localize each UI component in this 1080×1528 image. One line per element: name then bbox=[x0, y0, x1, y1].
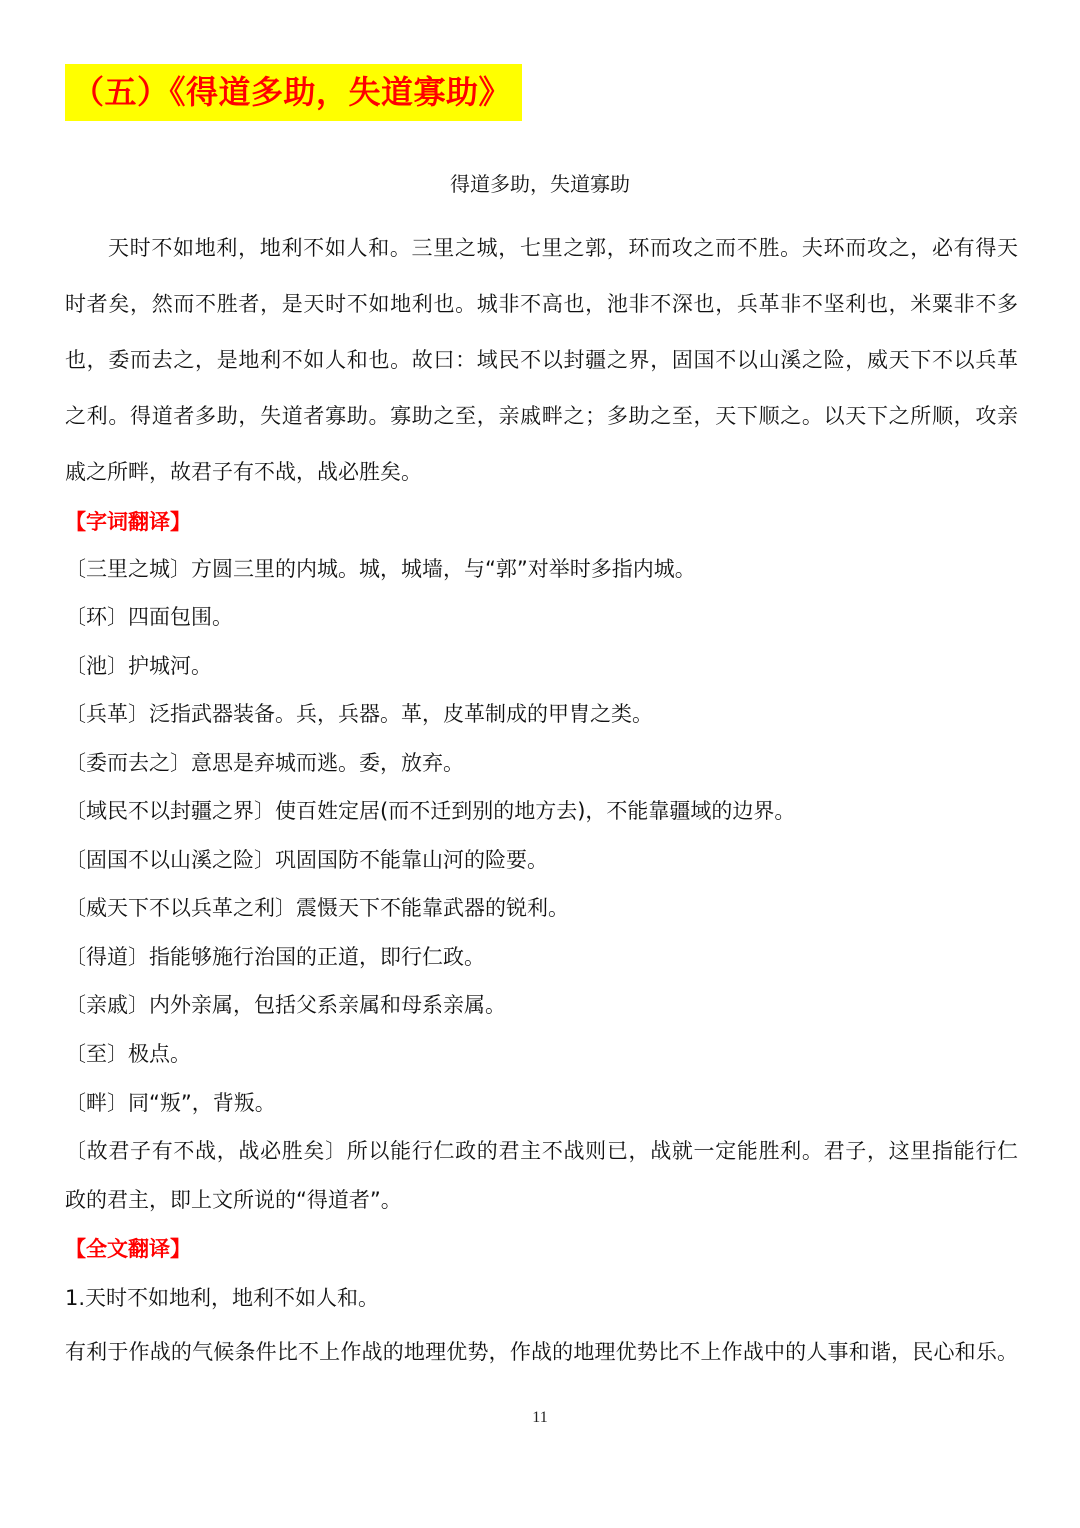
vocab-item: 〔得道〕指能够施行治国的正道，即行仁政。 bbox=[65, 945, 485, 969]
vocab-item: 〔委而去之〕意思是弃城而逃。委，放弃。 bbox=[65, 751, 464, 775]
vocab-item: 〔池〕护城河。 bbox=[65, 654, 212, 678]
vocab-item: 〔亲戚〕内外亲属，包括父系亲属和母系亲属。 bbox=[65, 993, 506, 1017]
vocab-item: 〔故君子有不战，战必胜矣〕所以能行仁政的君主不战则已，战就一定能胜利。君子，这里指能行仁 bbox=[65, 1139, 1018, 1163]
passage-line: 之利。得道者多助，失道者寡助。寡助之至，亲戚畔之；多助之至，天下顺之。以天下之所顺，攻亲 bbox=[65, 404, 1018, 428]
classical-passage bbox=[65, 220, 1018, 500]
vocab-item: 〔固国不以山溪之险〕巩固国防不能靠山河的险要。 bbox=[65, 848, 548, 872]
vocab-item: 〔环〕四面包围。 bbox=[65, 605, 233, 629]
vocab-item: 〔兵革〕泛指武器装备。兵，兵器。革，皮革制成的甲胄之类。 bbox=[65, 702, 653, 726]
passage-line: 戚之所畔，故君子有不战，战必胜矣。 bbox=[65, 460, 422, 484]
text-title: 得道多助，失道寡助 bbox=[450, 172, 630, 196]
passage-line: 时者矣，然而不胜者，是天时不如地利也。城非不高也，池非不深也，兵革非不坚利也，米粟非不多 bbox=[65, 292, 1018, 316]
vocab-section-label: 【字词翻译】 bbox=[65, 510, 191, 534]
vocab-item: 〔域民不以封疆之界〕使百姓定居(而不迁到别的地方去)，不能靠疆域的边界。 bbox=[65, 799, 796, 823]
vocab-item-continued: 政的君主，即上文所说的“得道者”。 bbox=[65, 1188, 402, 1212]
vocab-item: 〔三里之城〕方圆三里的内城。城，城墙，与“郭”对举时多指内城。 bbox=[65, 557, 696, 581]
page-number: 11 bbox=[532, 1409, 548, 1426]
vocab-item: 〔至〕极点。 bbox=[65, 1042, 191, 1066]
passage-line: 也，委而去之，是地利不如人和也。故曰：域民不以封疆之界，固国不以山溪之险，威天下不以兵革 bbox=[65, 348, 1018, 372]
translation-section-label: 【全文翻译】 bbox=[65, 1237, 191, 1261]
section-heading: （五）《得道多助，失道寡助》 bbox=[72, 73, 512, 111]
vocab-item: 〔威天下不以兵革之利〕震慑天下不能靠武器的锐利。 bbox=[65, 896, 569, 920]
translation-item: 1.天时不如地利，地利不如人和。 bbox=[65, 1286, 380, 1310]
passage-line: 天时不如地利，地利不如人和。三里之城，七里之郭，环而攻之而不胜。夫环而攻之，必有得天 bbox=[108, 236, 1018, 260]
translation-item: 有利于作战的气候条件比不上作战的地理优势，作战的地理优势比不上作战中的人事和谐，民心和乐。 bbox=[65, 1340, 1018, 1364]
vocab-item: 〔畔〕同“叛”，背叛。 bbox=[65, 1091, 276, 1115]
